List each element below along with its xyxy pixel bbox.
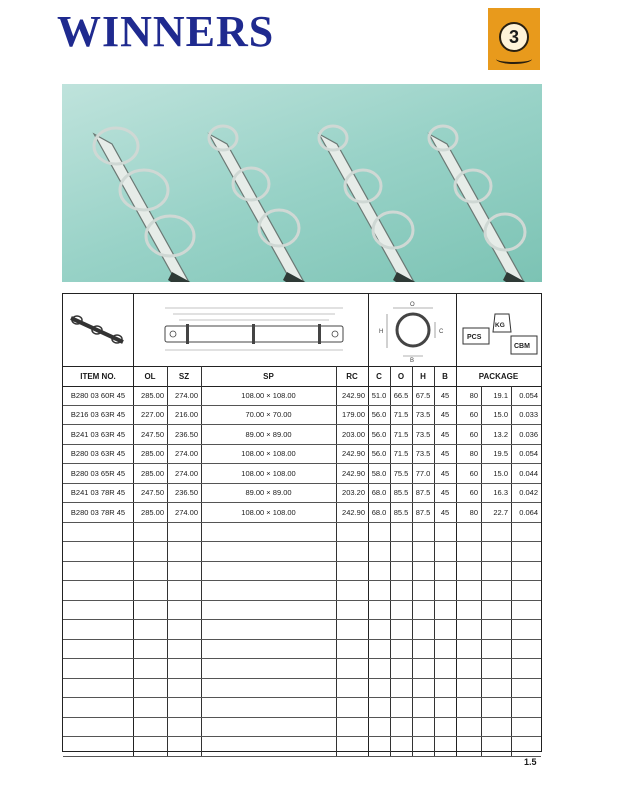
table-cell: 71.5 <box>393 410 409 420</box>
table-cell: 45 <box>440 488 450 498</box>
table-cell: 45 <box>440 390 450 400</box>
col-header-h: H <box>420 371 426 381</box>
table-row <box>63 640 541 660</box>
table-cell: 203.00 <box>342 429 365 439</box>
dimension-label-o: O <box>410 302 415 308</box>
table-row <box>63 484 541 504</box>
table-cell: 75.5 <box>393 468 409 478</box>
table-cell: 45 <box>440 410 450 420</box>
table-cell: 56.0 <box>371 429 387 439</box>
table-row <box>63 620 541 640</box>
table-cell: 0.054 <box>519 390 538 400</box>
table-cell: 70.00 × 70.00 <box>245 410 292 420</box>
table-row <box>63 464 541 484</box>
table-cell: 58.0 <box>371 468 387 478</box>
table-row <box>63 679 541 699</box>
kg-label: KG <box>495 322 505 329</box>
table-cell: 242.90 <box>342 468 365 478</box>
table-cell: 0.064 <box>519 507 538 517</box>
table-cell: 85.5 <box>393 488 409 498</box>
table-cell: 0.042 <box>519 488 538 498</box>
table-cell: 108.00 × 108.00 <box>241 507 296 517</box>
table-cell: 13.2 <box>493 429 508 439</box>
table-cell: 108.00 × 108.00 <box>241 449 296 459</box>
pcs-label: PCS <box>467 334 482 341</box>
table-row <box>63 718 541 738</box>
table-cell: 274.00 <box>175 507 198 517</box>
ring-mechanism <box>209 126 309 282</box>
ring-mechanism <box>94 128 194 282</box>
mechanism-sketch-icon <box>67 304 129 354</box>
table-row <box>63 659 541 679</box>
badge-arc <box>496 54 532 64</box>
col-header-package: PACKAGE <box>478 371 519 381</box>
table-cell: 247.50 <box>141 488 164 498</box>
table-cell: B241 03 78R 45 <box>70 488 126 498</box>
table-cell: B280 03 63R 45 <box>70 449 126 459</box>
table-cell: 0.033 <box>519 410 538 420</box>
table-cell: 274.00 <box>175 449 198 459</box>
table-row <box>63 406 541 426</box>
table-cell: 56.0 <box>371 449 387 459</box>
table-cell: 274.00 <box>175 390 198 400</box>
table-cell: 80 <box>469 507 478 517</box>
table-cell: 22.7 <box>493 507 508 517</box>
table-cell: 80 <box>469 449 478 459</box>
table-cell: B280 03 78R 45 <box>70 507 126 517</box>
table-cell: 85.5 <box>393 507 409 517</box>
table-row <box>63 523 541 543</box>
table-cell: 45 <box>440 507 450 517</box>
col-header-item-no: ITEM NO. <box>80 371 116 381</box>
package-icons <box>461 302 539 358</box>
table-cell: 285.00 <box>141 390 164 400</box>
spec-table <box>62 293 542 752</box>
table-cell: 66.5 <box>393 390 409 400</box>
table-row <box>63 386 541 406</box>
diagram-header-row <box>63 294 541 367</box>
table-cell: 89.00 × 89.00 <box>245 429 292 439</box>
table-row <box>63 503 541 523</box>
table-row <box>63 562 541 582</box>
table-cell: 45 <box>440 449 450 459</box>
col-header-rc: RC <box>346 371 358 381</box>
table-cell: 60 <box>469 468 478 478</box>
col-header-b: B <box>442 371 448 381</box>
product-photo <box>62 84 542 282</box>
table-cell: 80 <box>469 390 478 400</box>
ring-mechanism <box>319 126 419 282</box>
col-header-ol: OL <box>144 371 156 381</box>
section-badge <box>488 8 540 70</box>
page-number: 1.5 <box>524 757 537 767</box>
table-cell: 227.00 <box>141 410 164 420</box>
col-header-o: O <box>397 371 405 381</box>
table-cell: 71.5 <box>393 449 409 459</box>
table-row <box>63 581 541 601</box>
table-cell: 242.90 <box>342 390 365 400</box>
top-view-dimension-drawing <box>159 302 349 358</box>
table-cell: 73.5 <box>415 449 431 459</box>
table-cell: 87.5 <box>415 507 431 517</box>
table-cell: 179.00 <box>342 410 365 420</box>
col-header-c: C <box>376 371 382 381</box>
table-row <box>63 698 541 718</box>
table-row <box>63 601 541 621</box>
table-cell: 285.00 <box>141 507 164 517</box>
table-cell: 216.00 <box>175 410 198 420</box>
table-cell: 77.0 <box>415 468 431 478</box>
table-cell: 87.5 <box>415 488 431 498</box>
col-header-sp: SP <box>263 371 274 381</box>
dimension-label-b: B <box>410 358 415 362</box>
table-row <box>63 737 541 757</box>
ring-cross-section-drawing <box>373 298 453 362</box>
table-cell: 108.00 × 108.00 <box>241 390 296 400</box>
table-cell: 274.00 <box>175 468 198 478</box>
table-cell: 73.5 <box>415 429 431 439</box>
table-cell: 51.0 <box>371 390 387 400</box>
table-cell: 67.5 <box>415 390 431 400</box>
table-cell: 60 <box>469 488 478 498</box>
logo-text: WINNERS <box>57 7 275 56</box>
table-cell: B280 03 60R 45 <box>70 390 126 400</box>
badge-number: 3 <box>499 22 529 52</box>
brand-logo <box>57 7 275 56</box>
dimension-label-h: H <box>379 329 384 335</box>
ring-mechanisms-illustration <box>62 84 542 282</box>
table-cell: 15.0 <box>493 410 508 420</box>
table-cell: 203.20 <box>342 488 365 498</box>
table-cell: 19.1 <box>493 390 508 400</box>
table-cell: 71.5 <box>393 429 409 439</box>
table-cell: 15.0 <box>493 468 508 478</box>
table-cell: 16.3 <box>493 488 508 498</box>
table-row <box>63 445 541 465</box>
ring-mechanism <box>429 126 529 282</box>
table-cell: 73.5 <box>415 410 431 420</box>
dimension-label-c: C <box>439 329 444 335</box>
table-cell: B280 03 65R 45 <box>70 468 126 478</box>
table-cell: 68.0 <box>371 488 387 498</box>
table-cell: 242.90 <box>342 507 365 517</box>
table-cell: 236.50 <box>175 429 198 439</box>
table-cell: 45 <box>440 429 450 439</box>
table-cell: 236.50 <box>175 488 198 498</box>
col-header-sz: SZ <box>178 371 190 381</box>
table-cell: 108.00 × 108.00 <box>241 468 296 478</box>
table-cell: 285.00 <box>141 468 164 478</box>
table-row <box>63 542 541 562</box>
table-cell: 60 <box>469 410 478 420</box>
cbm-label: CBM <box>514 343 530 350</box>
table-cell: 247.50 <box>141 429 164 439</box>
table-row <box>63 425 541 445</box>
table-cell: 0.036 <box>519 429 538 439</box>
table-cell: 89.00 × 89.00 <box>245 488 292 498</box>
table-cell: 45 <box>440 468 450 478</box>
table-body <box>63 386 541 757</box>
table-cell: 285.00 <box>141 449 164 459</box>
column-header-row <box>63 366 541 387</box>
table-cell: 68.0 <box>371 507 387 517</box>
table-cell: 0.044 <box>519 468 538 478</box>
table-cell: 19.5 <box>493 449 508 459</box>
table-cell: B241 03 63R 45 <box>70 429 126 439</box>
table-cell: 0.054 <box>519 449 538 459</box>
table-cell: 60 <box>469 429 478 439</box>
table-cell: 56.0 <box>371 410 387 420</box>
table-cell: 242.90 <box>342 449 365 459</box>
table-cell: B216 03 63R 45 <box>70 410 126 420</box>
